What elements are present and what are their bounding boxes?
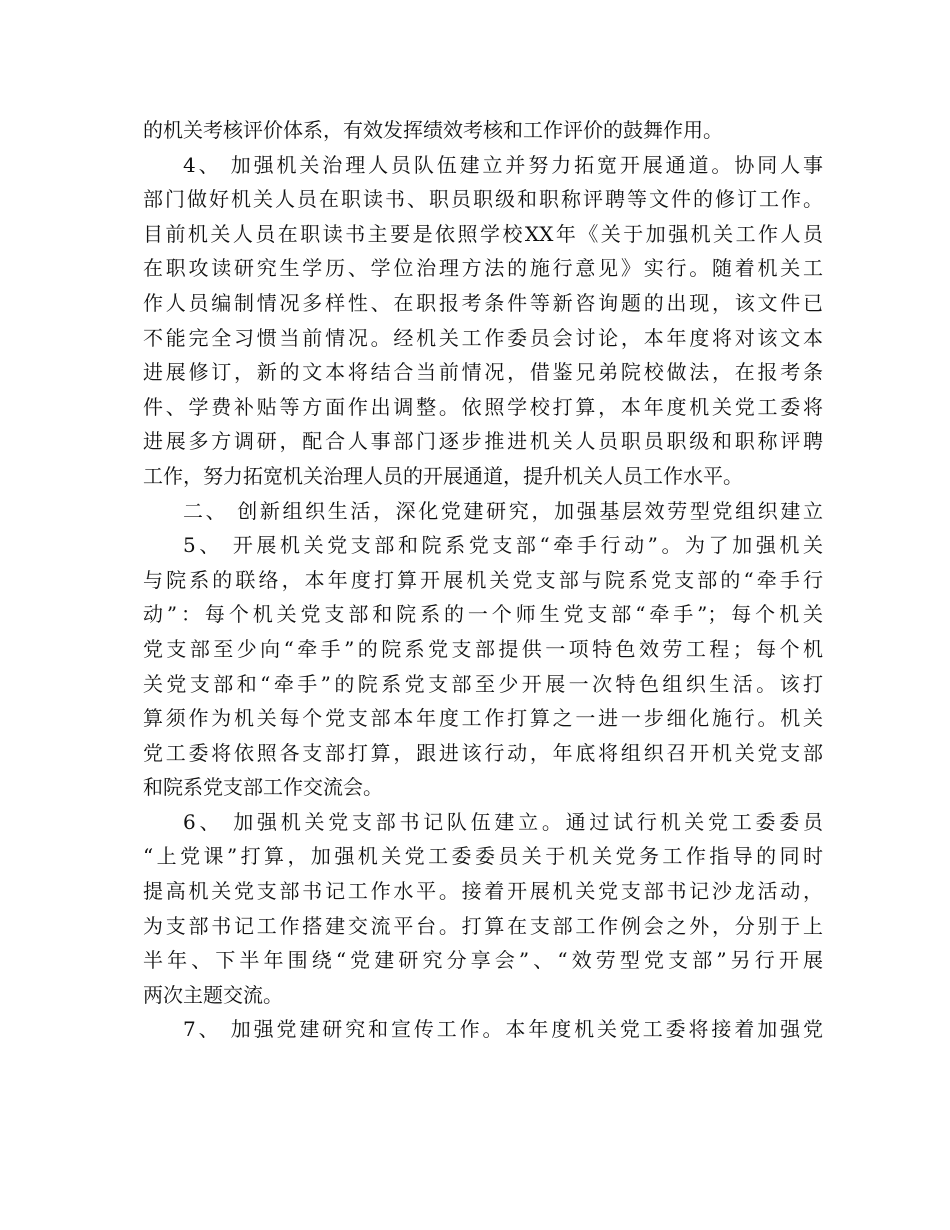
- text-line: “上党课”打算，加强机关党工委委员关于机关党务工作指导的同时: [143, 844, 823, 869]
- text-line: 关党支部和“牵手”的院系党支部至少开展一次特色组织生活。该打: [143, 671, 823, 696]
- text-line: 在职攻读研究生学历、学位治理方法的施行意见》实行。随着机关工: [143, 256, 823, 281]
- text-line: 提高机关党支部书记工作水平。接着开展机关党支部书记沙龙活动，: [143, 879, 823, 904]
- section-2-heading-line: 二、 创新组织生活，深化党建研究，加强基层效劳型党组织建立: [183, 498, 823, 523]
- text-line: 部门做好机关人员在职读书、职员职级和职称评聘等文件的修订工作。: [143, 187, 823, 212]
- text-line: 目前机关人员在职读书主要是依照学校XX年《关于加强机关工作人员: [143, 221, 823, 246]
- text-line: 党支部至少向“牵手”的院系党支部提供一项特色效劳工程；每个机: [143, 636, 823, 661]
- text-line: 两次主题交流。: [143, 982, 283, 1007]
- document-body: [143, 113, 823, 1047]
- paragraph-5-heading-line: 5、 开展机关党支部和院系党支部“牵手行动”。为了加强机关: [183, 533, 823, 558]
- text-line: 进展修订，新的文本将结合当前情况，借鉴兄弟院校做法，在报考条: [143, 360, 823, 385]
- text-line: 党工委将依照各支部打算，跟进该行动，年底将组织召开机关党支部: [143, 740, 823, 765]
- text-line: 与院系的联络，本年度打算开展机关党支部与院系党支部的“牵手行: [143, 567, 823, 592]
- text-line: 工作，努力拓宽机关治理人员的开展通道，提升机关人员工作水平。: [143, 463, 743, 488]
- paragraph-4-heading-line: 4、 加强机关治理人员队伍建立并努力拓宽开展通道。协同人事: [183, 152, 823, 177]
- text-line: 作人员编制情况多样性、在职报考条件等新咨询题的出现，该文件已: [143, 290, 823, 315]
- text-line: 不能完全习惯当前情况。经机关工作委员会讨论，本年度将对该文本: [143, 325, 823, 350]
- text-line: 和院系党支部工作交流会。: [143, 775, 383, 800]
- text-line: 为支部书记工作搭建交流平台。打算在支部工作例会之外，分别于上: [143, 913, 823, 938]
- text-line: 进展多方调研，配合人事部门逐步推进机关人员职员职级和职称评聘: [143, 429, 823, 454]
- paragraph-7-heading-line: 7、 加强党建研究和宣传工作。本年度机关党工委将接着加强党: [183, 1017, 823, 1042]
- text-line: 半年、下半年围绕“党建研究分享会”、“效劳型党支部”另行开展: [143, 948, 823, 973]
- text-line: 的机关考核评价体系，有效发挥绩效考核和工作评价的鼓舞作用。: [143, 118, 723, 142]
- text-line: 动”：每个机关党支部和院系的一个师生党支部“牵手”；每个机关: [143, 602, 823, 627]
- text-line: 算须作为机关每个党支部本年度工作打算之一进一步细化施行。机关: [143, 706, 823, 731]
- text-line: 件、学费补贴等方面作出调整。依照学校打算，本年度机关党工委将: [143, 394, 823, 419]
- paragraph-6-heading-line: 6、 加强机关党支部书记队伍建立。通过试行机关党工委委员: [183, 809, 823, 834]
